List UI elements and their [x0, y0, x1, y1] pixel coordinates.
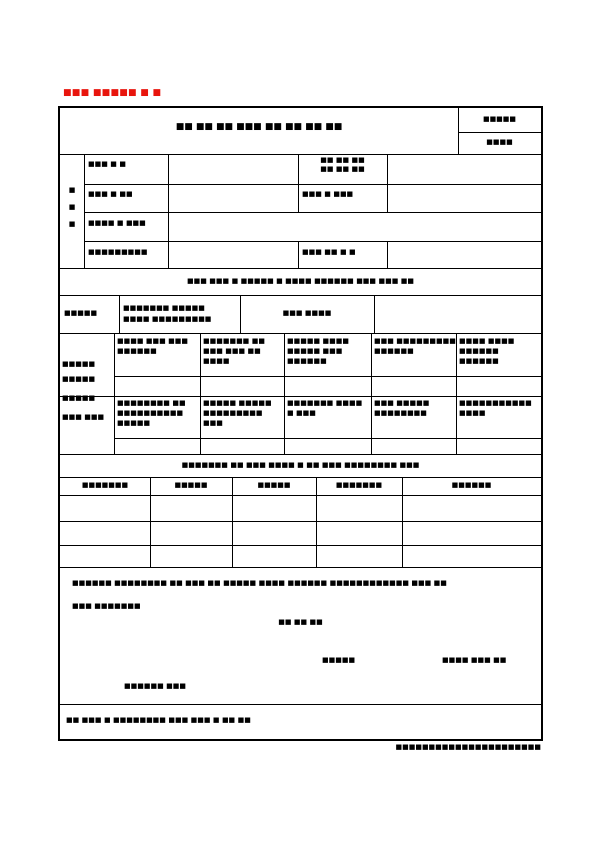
recipient-label: ■■■■■■ ■■■ — [124, 682, 186, 690]
rule — [387, 241, 388, 268]
company-label: ■■■ ■ ■■ — [88, 190, 133, 198]
grid-cell: ■■■■■■■■ ■■ — [117, 399, 186, 407]
grid-cell: ■■■■■ — [117, 419, 151, 427]
contact-label: ■■■■■■■■■ — [88, 248, 148, 256]
rule — [84, 212, 541, 213]
phone-label: ■■■ ■■ ■ ■ — [302, 248, 356, 256]
grid-cell: ■■■■■ ■■■■■ — [203, 399, 272, 407]
rule — [200, 333, 201, 454]
position-label: ■■■ ■ ■■■ — [302, 190, 354, 198]
name-label: ■■■ ■ ■ — [88, 160, 126, 168]
grid-row-label: ■■■■■ — [62, 375, 96, 383]
application-form — [58, 106, 543, 741]
rule — [84, 154, 85, 268]
item-value-line: ■■■■ ■■■■■■■■■ — [123, 315, 212, 323]
rule — [371, 333, 372, 454]
form-title: ■■ ■■ ■■ ■■■ ■■ ■■ ■■ ■■ — [175, 122, 343, 132]
grid-cell: ■ ■■■ — [287, 409, 316, 417]
rule — [298, 241, 299, 268]
grid-cell: ■■■■ ■■■ ■■■ — [117, 337, 189, 345]
grid-cell: ■■■■■ ■■■■ — [287, 337, 349, 345]
id-number-label: ■■ ■■ ■■ — [320, 156, 365, 164]
rule — [316, 477, 317, 567]
rule — [60, 567, 541, 568]
grid-cell: ■■■■ ■■■■ — [459, 337, 515, 345]
table-header: ■■■■■ — [257, 481, 291, 489]
grid-cell: ■■■■■■■ ■■■■ — [287, 399, 363, 407]
rule — [60, 454, 541, 455]
grid-cell: ■■■■■ ■■■ — [287, 347, 343, 355]
grid-cell: ■■■■■■■■■■ — [117, 409, 184, 417]
rule — [60, 495, 541, 496]
footnote: ■■ ■■■ ■ ■■■■■■■■ ■■■ ■■■ ■ ■■ ■■ — [66, 716, 251, 724]
rule — [114, 438, 541, 439]
rule — [60, 704, 541, 705]
seal-label: ■■■■ ■■■ ■■ — [442, 656, 507, 664]
grid-cell: ■■■ ■■■■■ — [374, 399, 430, 407]
grid-cell: ■■■ ■■■ ■■ — [203, 347, 261, 355]
section-heading: ■■■■■■■ ■■ ■■■ ■■■■ ■ ■■ ■■■ ■■■■■■■■ ■■■ — [181, 461, 420, 469]
grid-cell: ■■■■■■■■ — [374, 409, 427, 417]
rule — [456, 333, 457, 454]
rule — [60, 333, 541, 334]
table-header: ■■■■■ — [174, 481, 208, 489]
grid-row-label: ■■■■■ — [62, 360, 96, 368]
page-footer: ■■■■■■■■■■■■■■■■■■■■■■ — [395, 743, 541, 751]
applicant-side-label: ■ — [68, 203, 76, 211]
rule — [84, 184, 541, 185]
grid-row-label: ■■■■■ — [62, 394, 96, 402]
grid-cell: ■■■■ — [203, 357, 230, 365]
declaration-text: ■■■■■■ ■■■■■■■■ ■■ ■■■ ■■ ■■■■■ ■■■■ ■■■■■■ ■■■■■■■■■■■■ ■■■ ■■ — [72, 579, 447, 587]
address-label: ■■■■ ■ ■■■ — [88, 219, 146, 227]
rule — [60, 521, 541, 522]
rule — [387, 154, 388, 213]
item-value-line: ■■■■■■■ ■■■■■ — [123, 304, 205, 312]
rule — [402, 477, 403, 567]
grid-cell: ■■■■■■ — [459, 357, 499, 365]
grid-row-label: ■■■ ■■■ — [62, 413, 105, 421]
grid-cell: ■■■■■■■■■ — [203, 409, 263, 417]
rule — [60, 295, 541, 296]
rule — [232, 477, 233, 567]
grid-cell: ■■■■■■ — [459, 347, 499, 355]
section-heading: ■■■ ■■■ ■ ■■■■■ ■ ■■■■ ■■■■■■ ■■■ ■■■ ■■ — [187, 277, 414, 285]
rule — [284, 333, 285, 454]
grid-cell: ■■■■■■ — [117, 347, 157, 355]
grid-cell: ■■■■■■■■■■■ — [459, 399, 532, 407]
item-label-2: ■■■ ■■■■ — [282, 309, 332, 317]
applicant-side-label: ■ — [68, 186, 76, 194]
grid-cell: ■■■■■■ — [287, 357, 327, 365]
rule — [60, 154, 541, 155]
grid-cell: ■■■■■■■ ■■ — [203, 337, 265, 345]
rule — [60, 396, 541, 397]
document-code: ■■■ ■■■■■ ■ ■ — [63, 88, 162, 98]
rule — [60, 545, 541, 546]
rule — [60, 268, 541, 269]
rule — [168, 154, 169, 268]
approval-value: ■■■■ — [486, 138, 513, 146]
declaration-text: ■■■ ■■■■■■■ — [72, 602, 141, 610]
rule — [374, 295, 375, 333]
rule — [150, 477, 151, 567]
rule — [458, 132, 541, 133]
approval-label: ■■■■■ — [482, 115, 517, 123]
id-number-label-2: ■■ ■■ ■■ — [320, 165, 365, 173]
rule — [114, 333, 115, 454]
grid-cell: ■■■■ — [459, 409, 486, 417]
grid-cell: ■■■ ■■■■■■■■■ — [374, 337, 456, 345]
declaration-date: ■■ ■■ ■■ — [278, 618, 323, 626]
rule — [84, 241, 541, 242]
item-label: ■■■■■ — [64, 309, 98, 317]
signer-label: ■■■■■ — [322, 656, 356, 664]
grid-cell: ■■■■■■ — [374, 347, 414, 355]
rule — [119, 295, 120, 333]
applicant-side-label: ■ — [68, 220, 76, 228]
grid-cell: ■■■ — [203, 419, 223, 427]
table-header: ■■■■■■■ — [335, 481, 383, 489]
rule — [60, 477, 541, 478]
table-header: ■■■■■■ — [451, 481, 492, 489]
rule — [114, 376, 541, 377]
table-header: ■■■■■■■ — [81, 481, 129, 489]
